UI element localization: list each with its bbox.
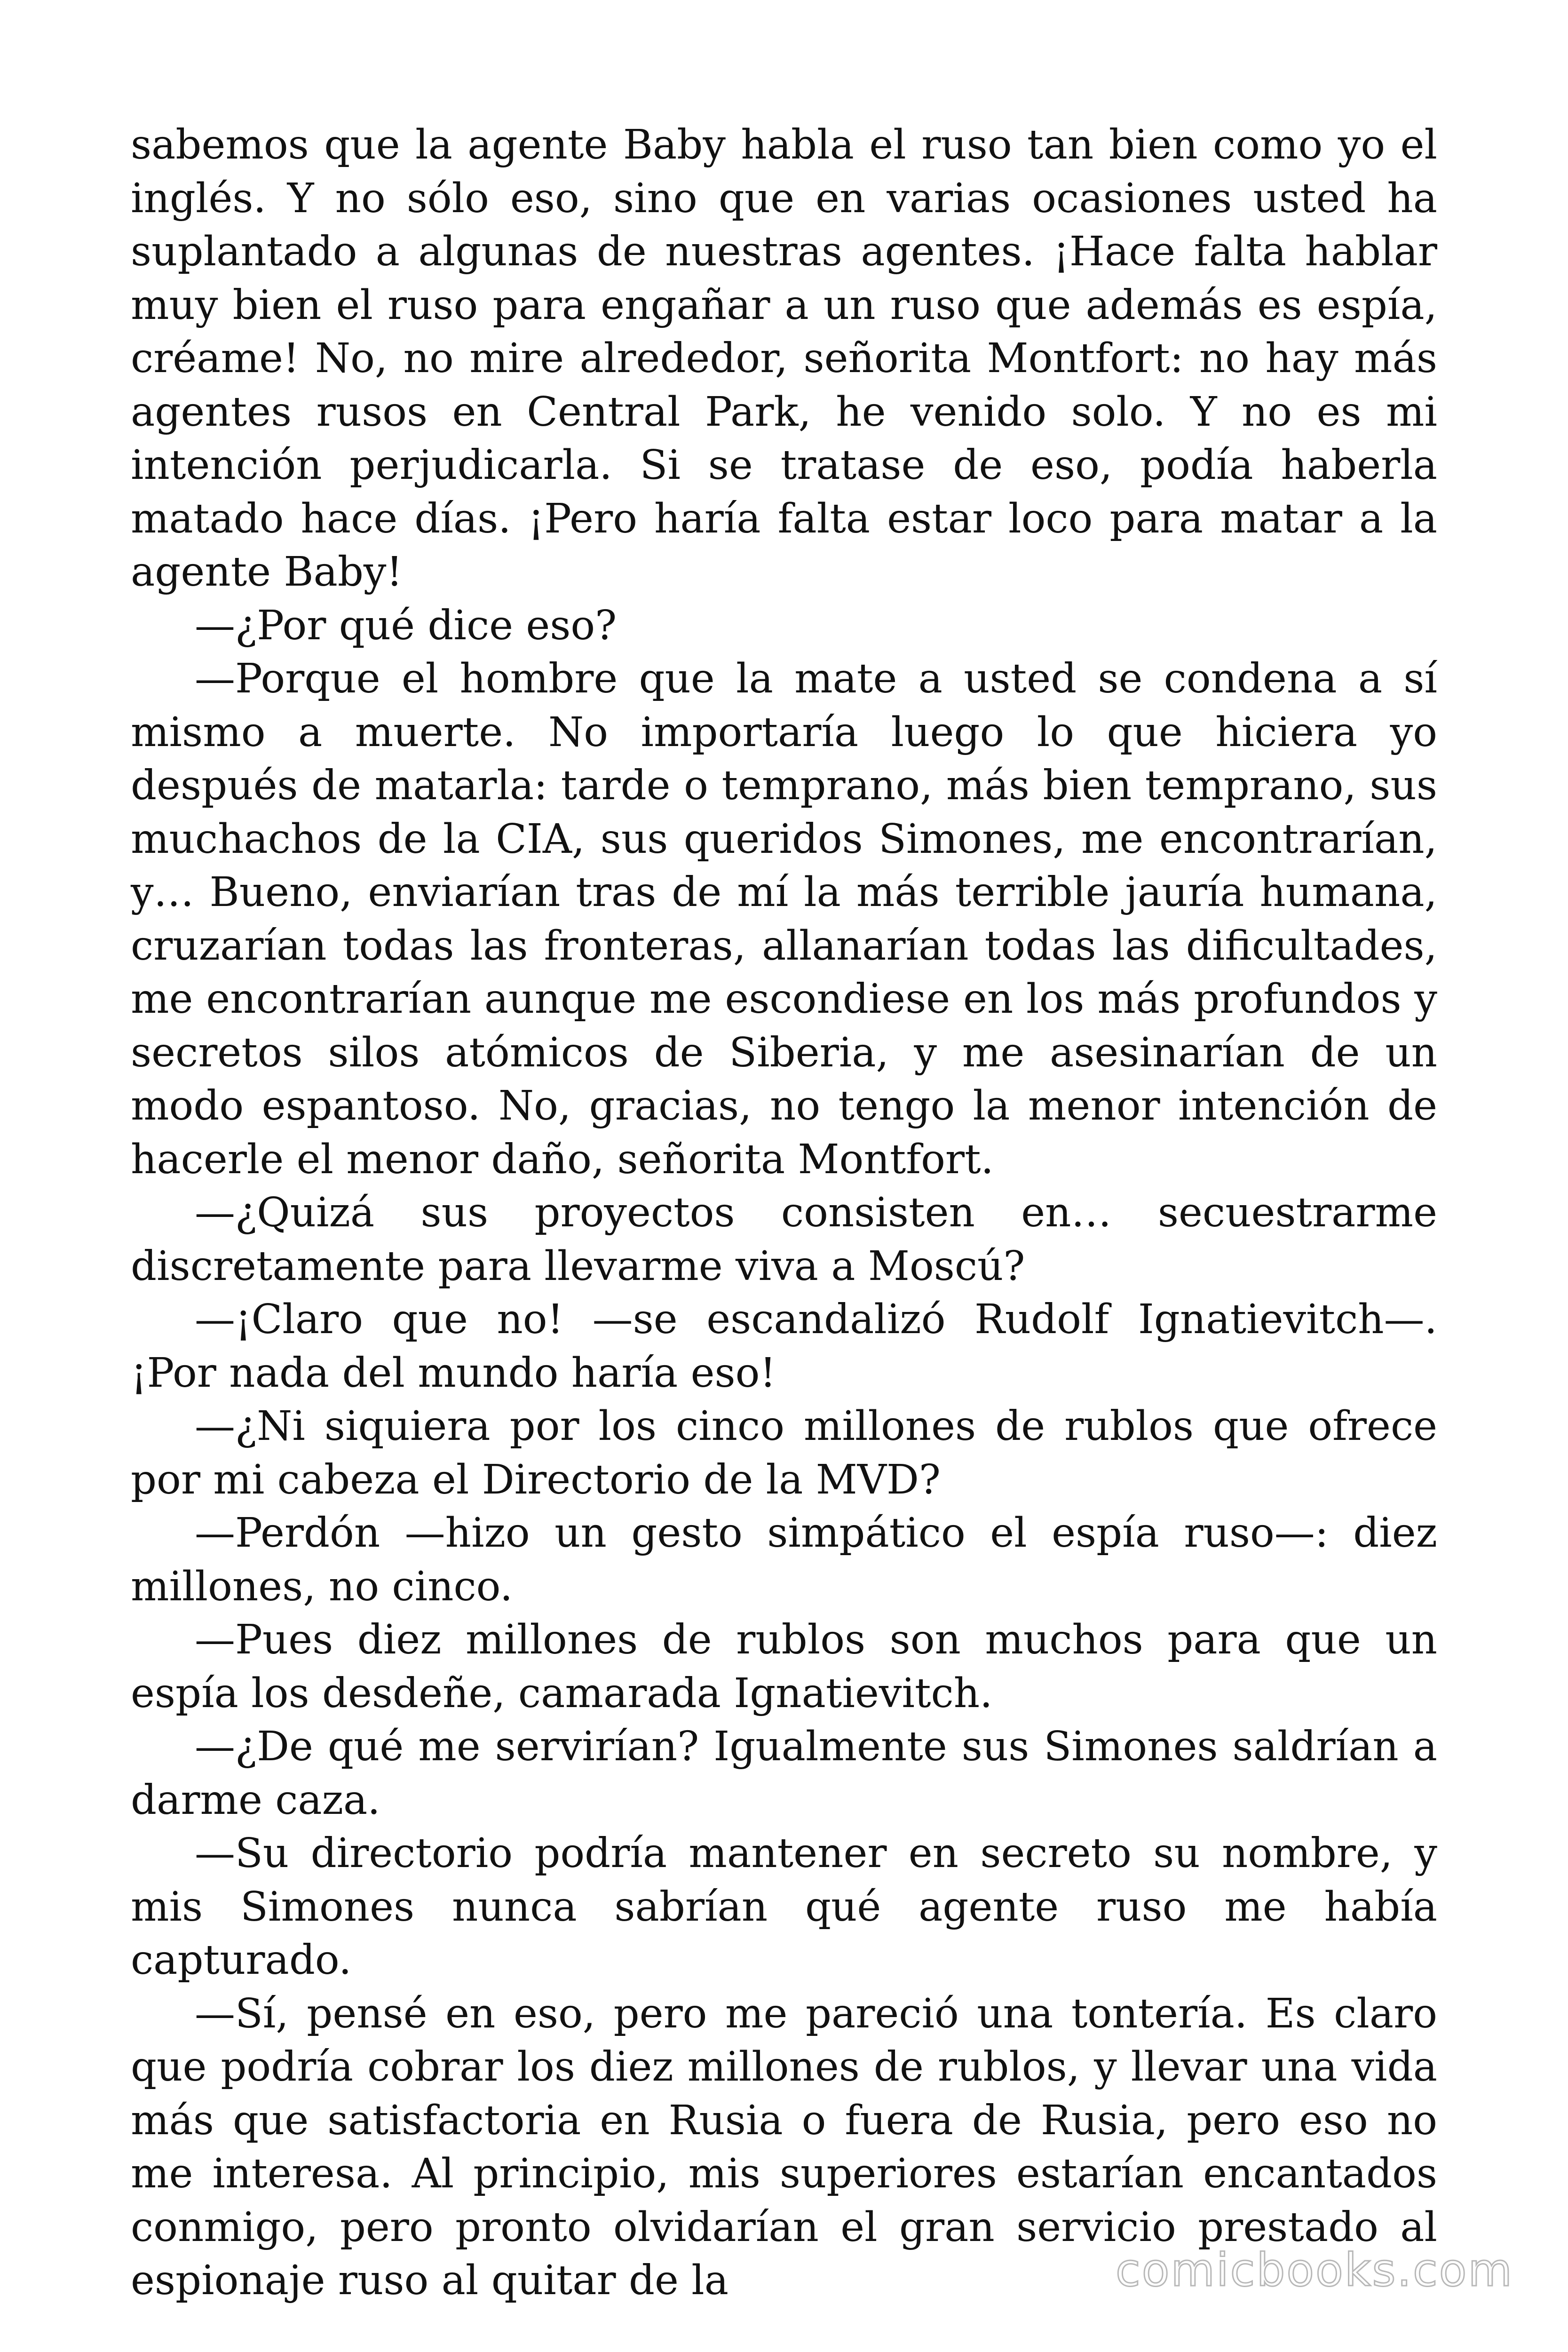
paragraph-5: —¡Claro que no! —se escandalizó Rudolf Ignatievitch—. ¡Por nada del mundo haría eso! (131, 1296, 1437, 1397)
paragraph-3: —Porque el hombre que la mate a usted se condena a sí mismo a muerte. No importaría luego lo que hiciera yo después de matarla: tarde o temprano, más bien temprano, sus muchachos de la CIA, sus queridos Simones, me encontrarían, y… Bueno, enviarían tras de mí la más terrible jauría humana, cruzarían todas las fronteras, allanarían todas las dificultades, me encontrarían aunque me escondiese en los más profundos y secretos silos atómicos de Siberia, y me asesinarían de un modo espantoso. No, gracias, no tengo la menor intención de hacerle el menor daño, señorita Montfort. (131, 655, 1437, 1183)
paragraph-2: —¿Por qué dice eso? (195, 602, 617, 649)
watermark-logo: comicbooks.com (1115, 2244, 1513, 2296)
paragraph-11: —Sí, pensé en eso, pero me pareció una tontería. Es claro que podría cobrar los diez millones de rublos, y llevar una vida más que satisfactoria en Rusia o fuera de Rusia, pero eso no me interesa. Al principio, mis superiores estarían encantados conmigo, pero pronto olvidarían el gran servicio prestado al espionaje ruso al quitar de la (131, 1990, 1437, 2304)
paragraph-7: —Perdón —hizo un gesto simpático el espía ruso—: diez millones, no cinco. (131, 1510, 1437, 1610)
paragraph-4: —¿Quizá sus proyectos consisten en… secuestrarme discretamente para llevarme viva a Moscú? (131, 1189, 1437, 1290)
paragraph-1: sabemos que la agente Baby habla el ruso tan bien como yo el inglés. Y no sólo eso, sino que en varias ocasiones usted ha suplantado a algunas de nuestras agentes. ¡Hace falta hablar muy bien el ruso para engañar a un ruso que además es espía, créame! No, no mire alrededor, señorita Montfort: no hay más agentes rusos en Central Park, he venido solo. Y no es mi intención perjudicarla. Si se tratase de eso, podía haberla matado hace días. ¡Pero haría falta estar loco para matar a la agente Baby! (131, 121, 1437, 596)
paragraph-10: —Su directorio podría mantener en secreto su nombre, y mis Simones nunca sabrían qué agente ruso me había capturado. (131, 1830, 1437, 1984)
paragraph-6: —¿Ni siquiera por los cinco millones de rublos que ofrece por mi cabeza el Directorio de la MVD? (131, 1403, 1437, 1503)
book-page-text (131, 119, 1437, 2308)
paragraph-8: —Pues diez millones de rublos son muchos para que un espía los desdeñe, camarada Ignatievitch. (131, 1616, 1437, 1717)
paragraph-9: —¿De qué me servirían? Igualmente sus Simones saldrían a darme caza. (131, 1723, 1437, 1824)
